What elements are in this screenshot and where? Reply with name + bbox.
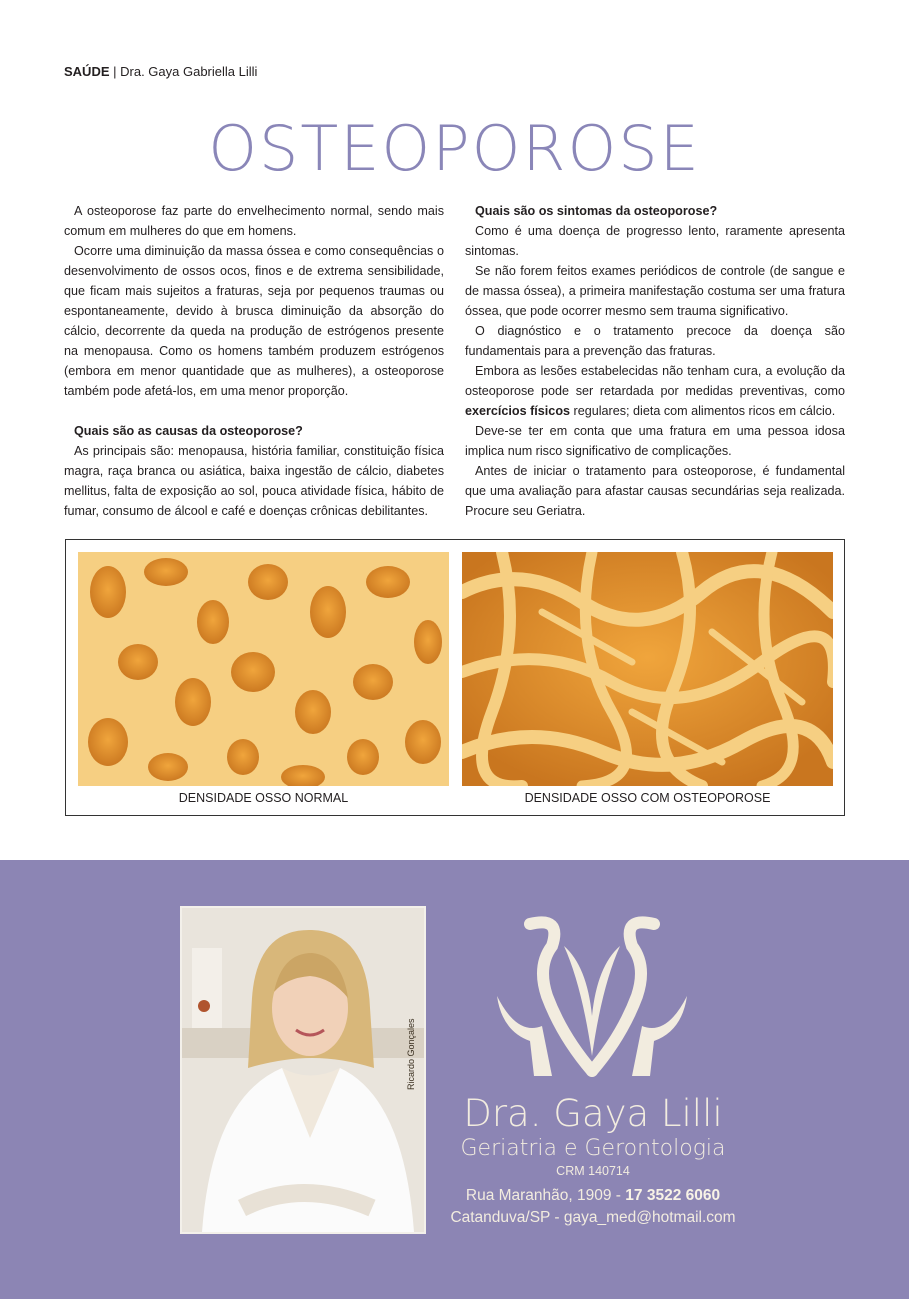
address: Rua Maranhão, 1909 - 17 3522 6060 xyxy=(465,1187,721,1204)
paragraph: O diagnóstico e o tratamento precoce da doença são fundamentais para a prevenção das fraturas. xyxy=(465,324,845,358)
paragraph: Se não forem feitos exames periódicos de controle (de sangue e de massa óssea), a primeira manifestação costuma ser uma fratura óssea, que pode ocorrer mesmo sem trauma significativo. xyxy=(465,264,845,318)
city-email[interactable]: Catanduva/SP - gaya_med@hotmail.com xyxy=(450,1209,736,1226)
doctor-name: Dra. Gaya Lilli xyxy=(463,1092,723,1135)
paragraph: Embora as lesões estabelecidas não tenham cura, a evolução da osteoporose pode ser retardada por medidas preventivas, como exercícios físicos regulares; dieta com alimentos ricos em cálcio. xyxy=(465,364,845,418)
article-header xyxy=(64,64,257,79)
phone-number[interactable]: 17 3522 6060 xyxy=(625,1187,721,1204)
paragraph: Antes de iniciar o tratamento para osteoporose, é fundamental que uma avaliação para afastar causas secundárias seja realizada. Procure seu Geriatra. xyxy=(465,464,845,518)
causes-heading: Quais são as causas da osteoporose? xyxy=(74,424,303,438)
paragraph: Deve-se ter em conta que uma fratura em uma pessoa idosa implica num risco significativo de complicações. xyxy=(465,424,845,458)
normal-bone-image xyxy=(78,552,449,786)
paragraph: As principais são: menopausa, história familiar, constituição física magra, raça branca ou asiática, baixa ingestão de cálcio, diabetes mellitus, falta de exposição ao sol, pouca atividade física, hábito de fumar, consumo de álcool e café e doenças crônicas debilitantes. xyxy=(64,444,444,518)
photo-credit: Ricardo Gonçales xyxy=(406,1018,416,1090)
osteoporosis-bone-caption: DENSIDADE OSSO COM OSTEOPOROSE xyxy=(524,791,771,805)
right-column xyxy=(465,201,845,521)
paragraph: Como é uma doença de progresso lento, raramente apresenta sintomas. xyxy=(465,224,845,258)
doctor-photo xyxy=(180,906,426,1234)
specialty: Geriatria e Gerontologia xyxy=(460,1136,726,1161)
bone-density-figure xyxy=(65,539,845,816)
symptoms-heading: Quais são os sintomas da osteoporose? xyxy=(475,204,718,218)
footer-banner xyxy=(0,860,909,1299)
crm-number: CRM 140714 xyxy=(556,1164,630,1178)
author-label: Dra. Gaya Gabriella Lilli xyxy=(120,64,258,79)
left-column xyxy=(64,201,444,521)
header-separator: | xyxy=(109,64,121,79)
clinic-logo-icon xyxy=(492,906,692,1086)
emphasis: exercícios físicos xyxy=(465,404,571,418)
section-label: SAÚDE xyxy=(64,64,110,79)
paragraph: Ocorre uma diminuição da massa óssea e como consequências o desenvolvimento de ossos ocos, finos e de extrema sensibilidade, que ficam mais sujeitos a fraturas, seja por pequenos traumas ou espontaneamente, devido à brusca diminuição da absorção do cálcio, decorrente da queda na produção de estrógenos presente na menopausa. Como os homens também produzem estrógenos (embora em menor quantidade que as mulheres), a osteoporose também pode afetá-los, em uma menor proporção. xyxy=(64,244,444,398)
paragraph: A osteoporose faz parte do envelhecimento normal, sendo mais comum em mulheres do que em homens. xyxy=(64,204,444,238)
page-title: OSTEOPOROSE xyxy=(208,112,701,185)
osteoporosis-bone-image xyxy=(462,552,833,786)
normal-bone-caption: DENSIDADE OSSO NORMAL xyxy=(178,791,349,805)
